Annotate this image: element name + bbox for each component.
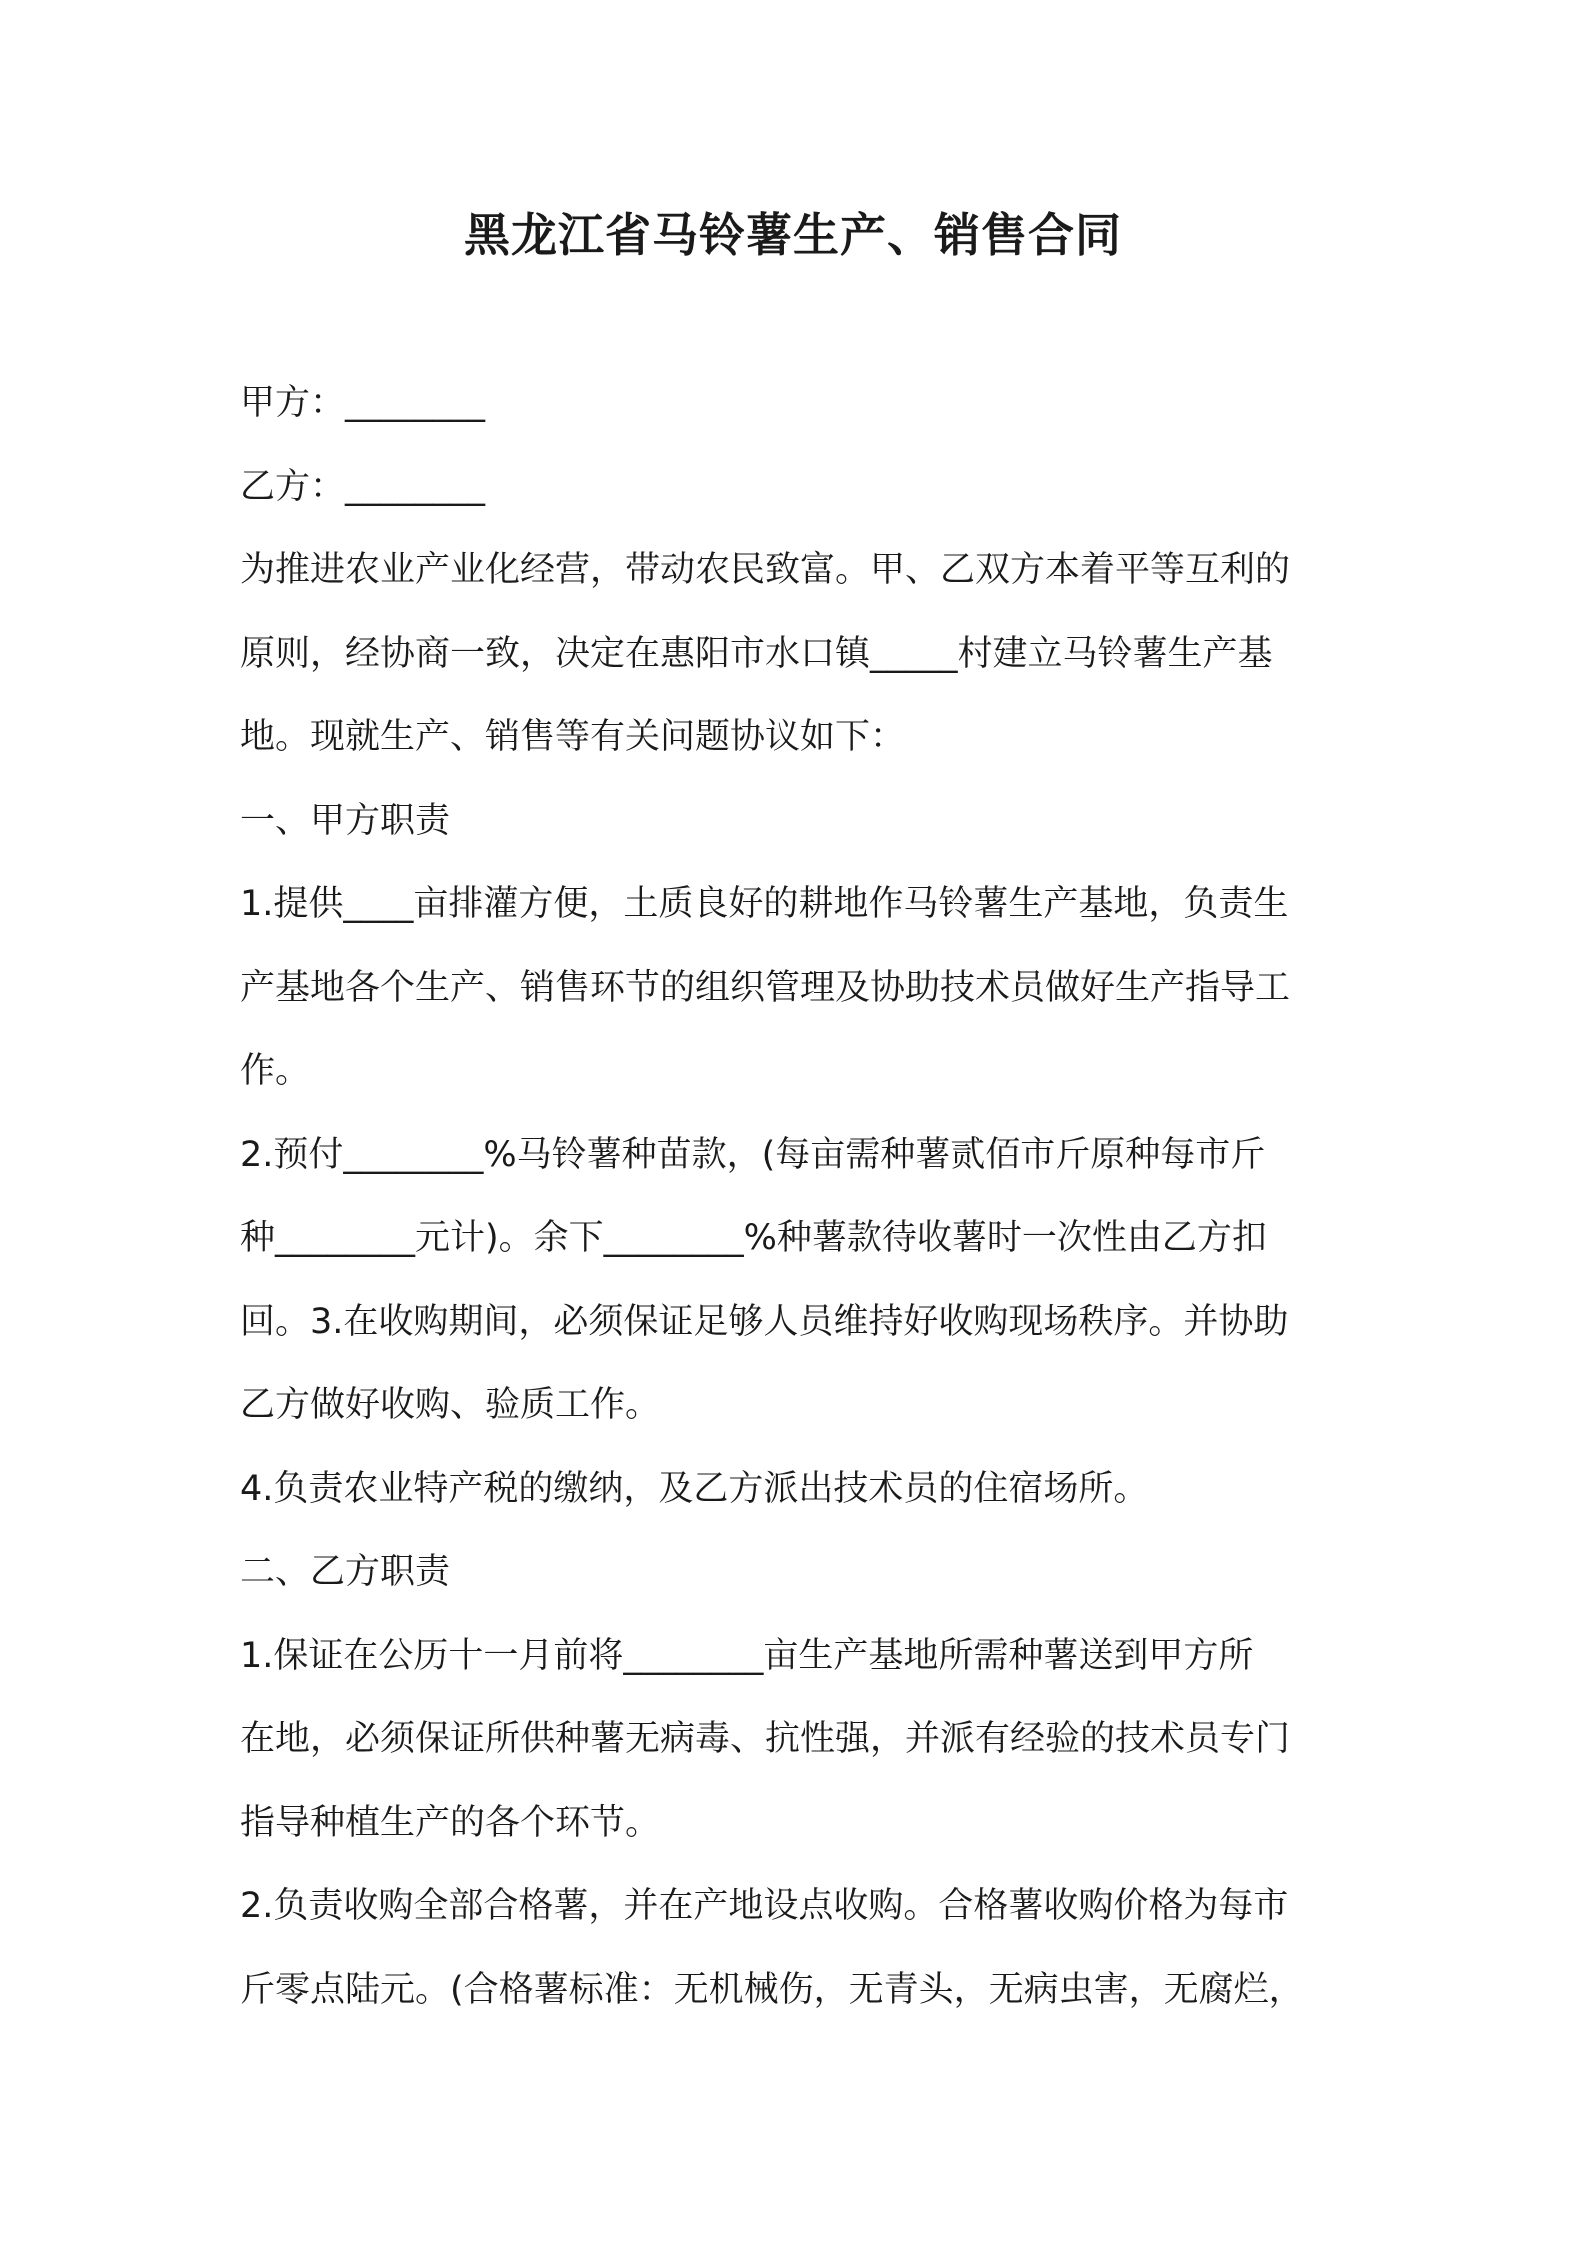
- clause-line: 4.负责农业特产税的缴纳，及乙方派出技术员的住宿场所。: [240, 1468, 1149, 1509]
- clause-line: 1.提供____亩排灌方便，土质良好的耕地作马铃薯生产基地，负责生: [240, 884, 1289, 924]
- section-heading-party-b: 二、乙方职责: [240, 1552, 451, 1592]
- clause-line: 作。: [240, 1051, 311, 1091]
- clause-line: 2.负责收购全部合格薯，并在产地设点收购。合格薯收购价格为每市: [240, 1886, 1289, 1926]
- preamble-line: 原则，经协商一致，决定在惠阳市水口镇_____村建立马铃薯生产基: [240, 633, 1273, 674]
- party-b-line: 乙方：________: [240, 466, 486, 507]
- section-heading-party-a: 一、甲方职责: [240, 800, 451, 841]
- clause-line: 种________元计)。余下________%种薯款待收薯时一次性由乙方扣: [240, 1218, 1267, 1258]
- clause-line: 斤零点陆元。(合格薯标准：无机械伤，无青头，无病虫害，无腐烂，: [240, 1969, 1304, 2010]
- clause-line: 产基地各个生产、销售环节的组织管理及协助技术员做好生产指导工: [240, 967, 1291, 1008]
- clause-line: 1.保证在公历十一月前将________亩生产基地所需种薯送到甲方所: [240, 1635, 1254, 1676]
- preamble-line: 地。现就生产、销售等有关问题协议如下：: [240, 717, 906, 757]
- party-a-line: 甲方：________: [240, 383, 486, 423]
- clause-line: 在地，必须保证所供种薯无病毒、抗性强，并派有经验的技术员专门: [240, 1719, 1291, 1759]
- clause-line: 乙方做好收购、验质工作。: [240, 1385, 661, 1425]
- document-body: [240, 362, 1360, 2032]
- clause-line: 回。3.在收购期间，必须保证足够人员维持好收购现场秩序。并协助: [240, 1301, 1289, 1342]
- clause-line: 指导种植生产的各个环节。: [240, 1802, 661, 1843]
- preamble-line: 为推进农业产业化经营，带动农民致富。甲、乙双方本着平等互利的: [240, 550, 1291, 590]
- document-title: 黑龙江省马铃薯生产、销售合同: [464, 208, 1122, 262]
- clause-line: 2.预付________%马铃薯种苗款，(每亩需种薯贰佰市斤原种每市斤: [240, 1134, 1266, 1175]
